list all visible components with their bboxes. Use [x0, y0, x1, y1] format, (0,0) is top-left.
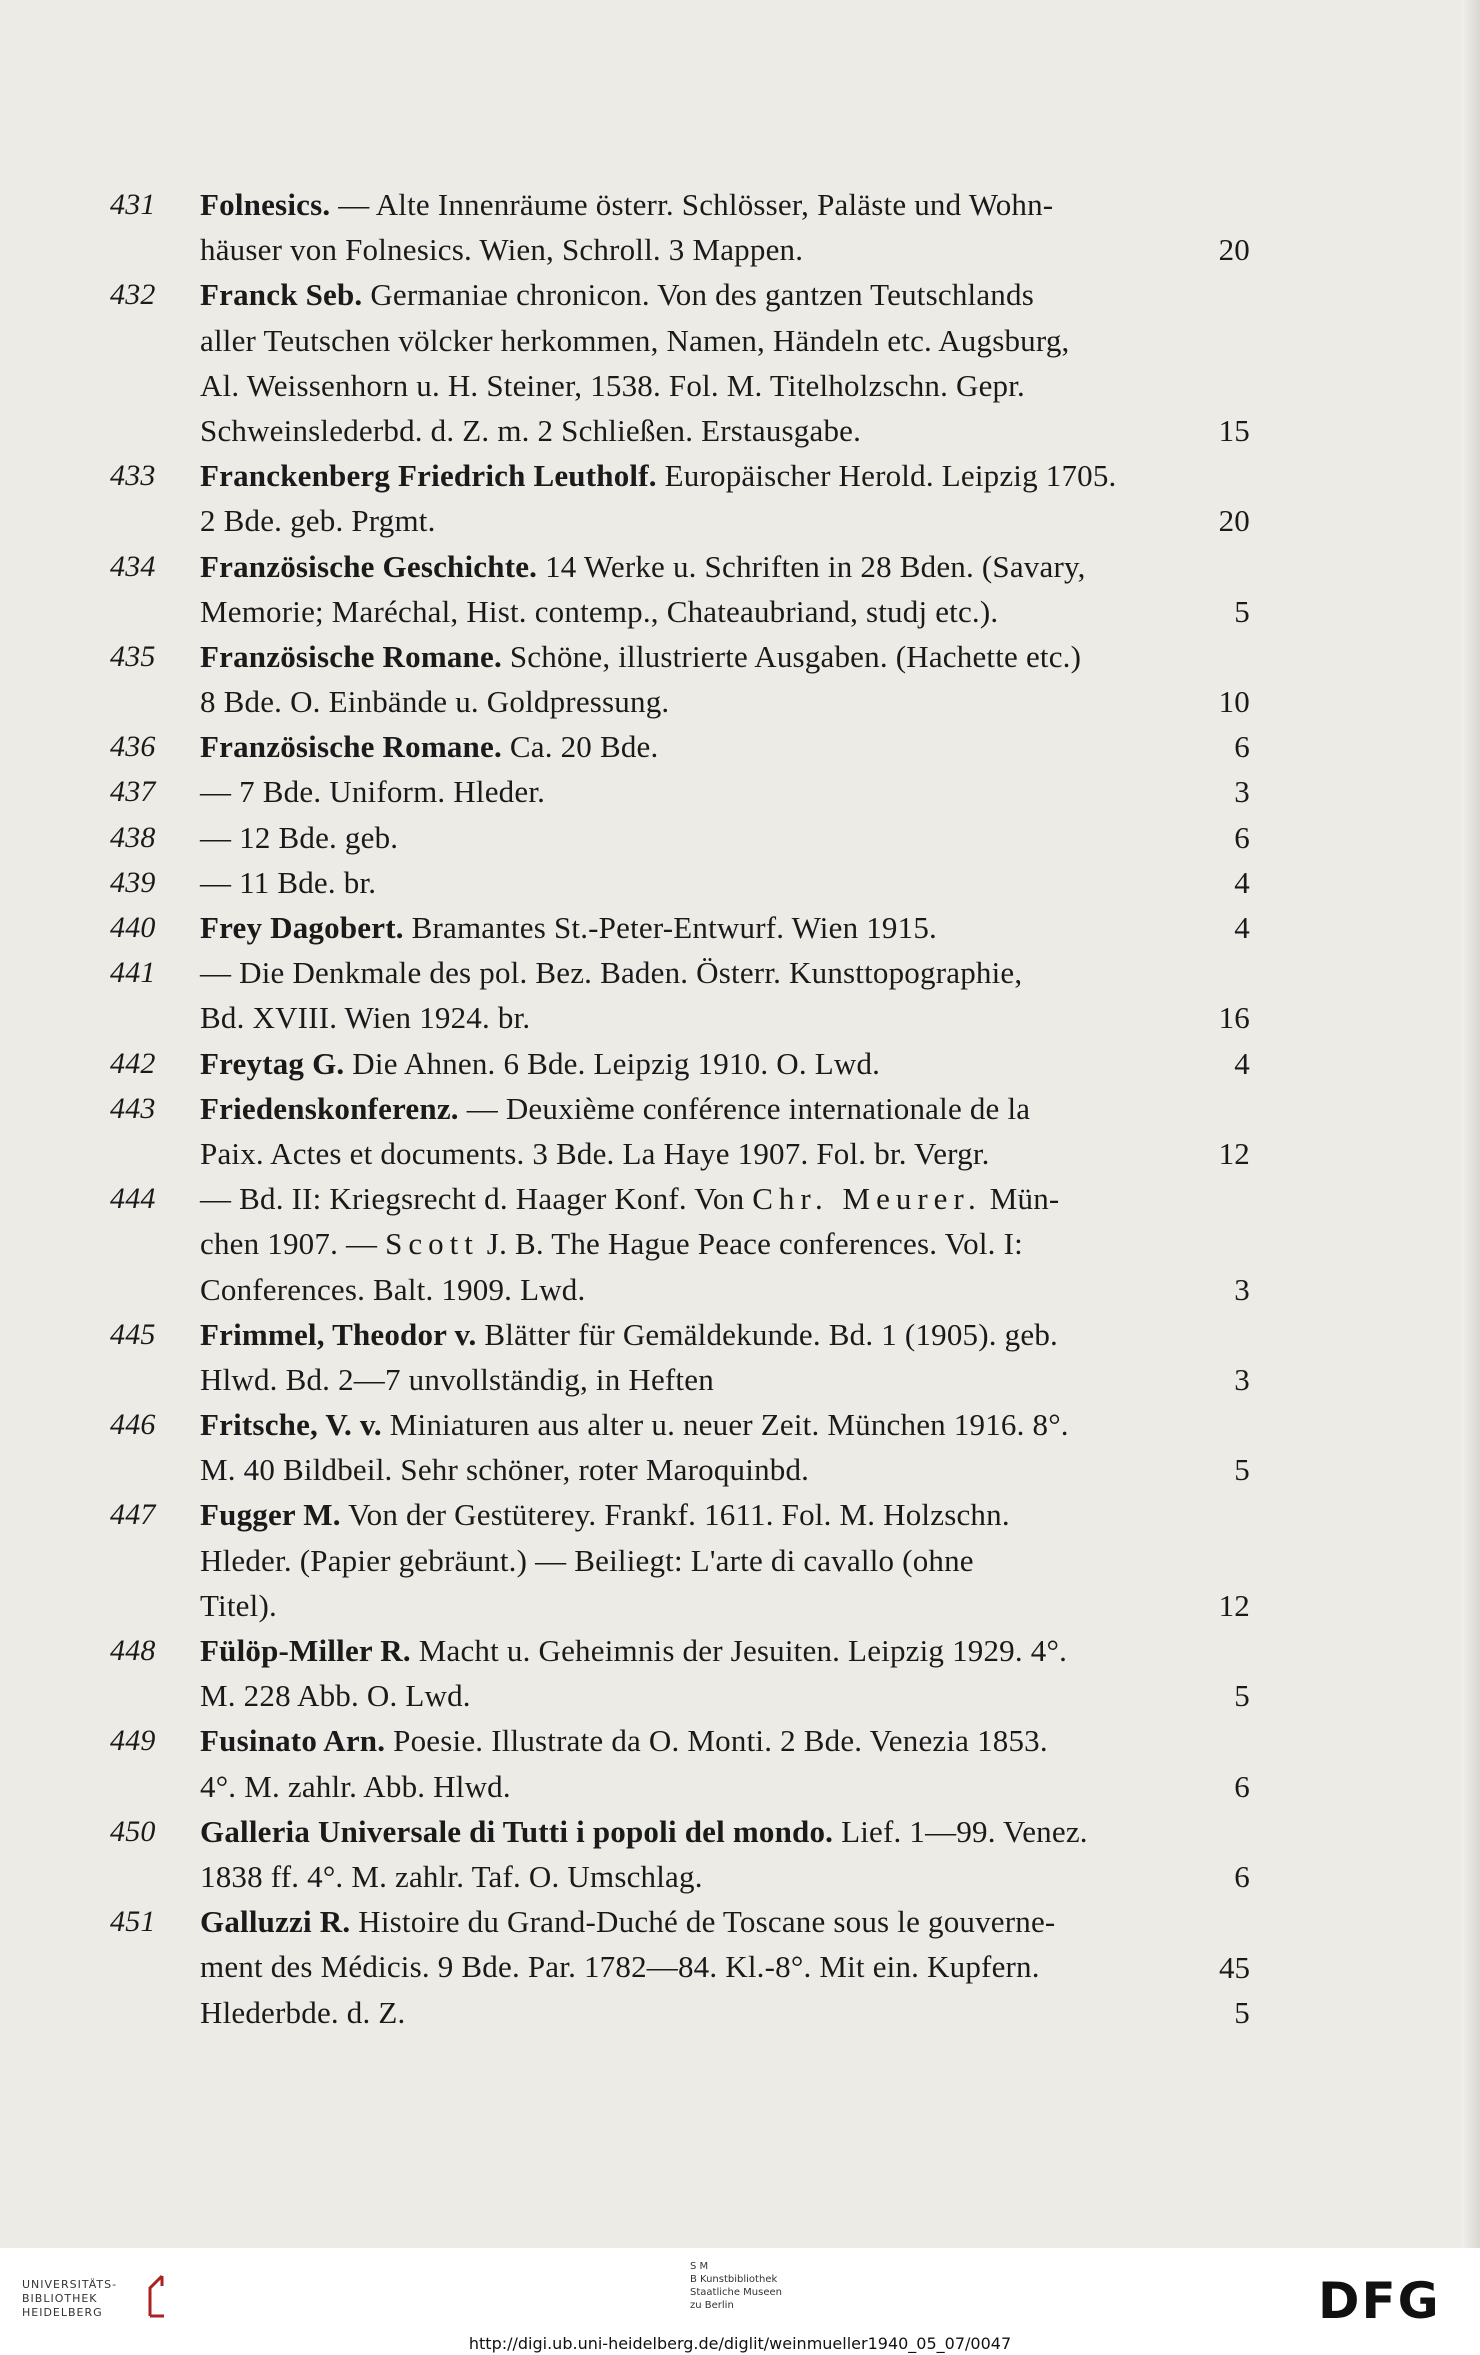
- lot-number: 433: [110, 459, 156, 493]
- catalog-entry: [110, 453, 1250, 543]
- catalog-entry: [110, 724, 1250, 769]
- entry-line: [110, 318, 1250, 363]
- entry-text: Macht u. Geheimnis der Jesuiten. Leipzig 1929. 4°.: [410, 1633, 1068, 1668]
- entry-line: [110, 1583, 1250, 1628]
- entry-line: [110, 544, 1250, 589]
- entry-line: [110, 634, 1250, 679]
- entry-text: — Alte Innenräume österr. Schlösser, Paläste und Wohn-: [330, 187, 1054, 222]
- entry-line: [110, 1357, 1250, 1402]
- page-number: 45: [1219, 1950, 1250, 1985]
- lot-number: 442: [110, 1046, 156, 1080]
- entry-line: [110, 1990, 1250, 2035]
- entry-line: [110, 860, 1250, 905]
- lot-price: 6: [1234, 729, 1250, 765]
- catalog-entry: [110, 634, 1250, 724]
- source-url[interactable]: http://digi.ub.uni-heidelberg.de/diglit/weinmueller1940_05_07/0047: [468, 2334, 1012, 2353]
- entry-line: [110, 1041, 1250, 1086]
- entry-line: [110, 769, 1250, 814]
- entry-line: [110, 182, 1250, 227]
- lot-price: 3: [1234, 1271, 1250, 1307]
- entry-text: Scott: [385, 1226, 479, 1262]
- lot-price: 4: [1234, 910, 1250, 945]
- lot-price: 3: [1234, 1361, 1250, 1397]
- entry-heading: Friedenskonferenz.: [200, 1090, 459, 1126]
- catalog-entry: [110, 1628, 1250, 1718]
- entry-text: Blätter für Gemäldekunde. Bd. 1 (1905). geb.: [476, 1316, 1058, 1352]
- entry-text: Hleder. (Papier gebräunt.) — Beiliegt: L'arte di cavallo (ohne: [200, 1542, 974, 1578]
- entry-text: Ca. 20 Bde.: [501, 729, 659, 765]
- entry-text: 8 Bde. O. Einbände u. Goldpressung.: [200, 684, 670, 720]
- lot-number: 439: [110, 865, 156, 899]
- entry-line: [110, 1809, 1250, 1854]
- lot-number: 441: [110, 956, 156, 990]
- lot-number: 435: [110, 639, 156, 673]
- entry-text: Histoire du Grand-Duché de Toscane sous le gouverne-: [350, 1904, 1056, 1940]
- entry-text: Hlwd. Bd. 2—7 unvollständig, in Heften: [200, 1361, 714, 1397]
- entry-text: M. 40 Bildbeil. Sehr schöner, roter Maroquinbd.: [200, 1452, 810, 1488]
- entry-line: [110, 815, 1250, 860]
- entry-text: — 11 Bde. br.: [200, 864, 377, 900]
- lot-number: 432: [110, 278, 156, 312]
- university-line-2: BIBLIOTHEK: [22, 2292, 98, 2305]
- entry-heading: Galluzzi R.: [200, 1904, 351, 1940]
- entry-text: Titel).: [200, 1587, 277, 1623]
- catalog-entry: [110, 272, 1250, 453]
- catalog-entry: [110, 1086, 1250, 1176]
- credit-line-3: Staatliche Museen: [690, 2287, 782, 2298]
- lot-number: 449: [110, 1724, 156, 1758]
- entry-line: [110, 1854, 1250, 1899]
- entry-text: ment des Médicis. 9 Bde. Par. 1782—84. Kl.-8°. Mit ein. Kupfern.: [200, 1949, 1040, 1985]
- entry-line: [110, 1447, 1250, 1492]
- entry-text: Chr. Meurer.: [752, 1181, 982, 1217]
- entry-text: Die Ahnen. 6 Bde. Leipzig 1910. O. Lwd.: [344, 1045, 881, 1081]
- museum-credit: [690, 2260, 782, 2312]
- entry-text: 2 Bde. geb. Prgmt.: [200, 503, 436, 539]
- entry-text: — Deuxième conférence internationale de la: [458, 1090, 1031, 1126]
- entry-line: [110, 724, 1250, 769]
- entry-line: [110, 1267, 1250, 1312]
- entry-heading: Frey Dagobert.: [200, 910, 404, 945]
- catalog-entry: [110, 950, 1250, 1040]
- catalog-entry: [110, 1176, 1250, 1312]
- lot-price: 16: [1218, 1000, 1250, 1036]
- heidelberg-logo-icon: [140, 2272, 170, 2320]
- entry-line: [110, 498, 1250, 543]
- entry-line: [110, 1628, 1250, 1673]
- lot-price: 6: [1234, 1858, 1250, 1894]
- entry-text: — 12 Bde. geb.: [200, 819, 399, 855]
- university-library-label: [22, 2278, 117, 2320]
- lot-number: 451: [110, 1905, 156, 1939]
- entry-line: [110, 1176, 1250, 1221]
- entry-line: [110, 408, 1250, 453]
- lot-number: 440: [110, 911, 156, 944]
- entry-line: [110, 679, 1250, 724]
- lot-price: 12: [1218, 1587, 1250, 1623]
- lot-price: 12: [1218, 1135, 1250, 1171]
- credit-line-4: zu Berlin: [690, 2300, 734, 2311]
- lot-price: 5: [1234, 1678, 1250, 1714]
- entry-text: 4°. M. zahlr. Abb. Hlwd.: [200, 1768, 511, 1804]
- entry-line: [110, 227, 1250, 272]
- lot-number: 436: [110, 730, 156, 764]
- entry-heading: Freytag G.: [200, 1045, 345, 1081]
- lot-number: 445: [110, 1317, 156, 1351]
- credit-line-1: S M: [690, 2261, 709, 2272]
- entry-heading: Fugger M.: [200, 1497, 341, 1533]
- lot-price: 4: [1234, 1045, 1250, 1081]
- entry-line: [110, 1899, 1250, 1944]
- entry-text: Miniaturen aus alter u. neuer Zeit. München 1916. 8°.: [381, 1407, 1069, 1443]
- entry-heading: Französische Romane.: [200, 638, 502, 674]
- entry-line: [110, 905, 1250, 950]
- entry-text: — 7 Bde. Uniform. Hleder.: [200, 774, 546, 810]
- entry-text: — Die Denkmale des pol. Bez. Baden. Österr. Kunsttopographie,: [200, 955, 1023, 991]
- entry-line: [110, 1492, 1250, 1537]
- entry-text: Hlederbde. d. Z.: [200, 1994, 406, 2030]
- dfg-logo-icon: [1318, 2274, 1458, 2324]
- lot-number: 437: [110, 775, 156, 809]
- entry-text: Schöne, illustrierte Ausgaben. (Hachette etc.): [501, 638, 1082, 674]
- catalog-entry: [110, 1809, 1250, 1899]
- entry-line: [110, 1402, 1250, 1447]
- entry-line: [110, 453, 1250, 498]
- lot-number: 450: [110, 1814, 156, 1848]
- credit-line-2: B Kunstbibliothek: [690, 2274, 778, 2285]
- entry-line: [110, 1944, 1250, 1989]
- entry-line: [110, 1538, 1250, 1583]
- lot-price: 6: [1234, 819, 1250, 855]
- catalog-entry: [110, 860, 1250, 905]
- lot-price: 5: [1234, 1994, 1250, 2030]
- entry-text: — Bd. II: Kriegsrecht d. Haager Konf. Von: [200, 1181, 753, 1217]
- university-line-1: UNIVERSITÄTS-: [22, 2278, 118, 2291]
- entry-heading: Galleria Universale di Tutti i popoli del mondo.: [200, 1813, 834, 1849]
- lot-number: 431: [110, 188, 156, 221]
- entry-text: Bd. XVIII. Wien 1924. br.: [200, 1000, 531, 1036]
- entry-line: [110, 272, 1250, 317]
- dfg-logo-text: DFG: [1318, 2274, 1441, 2324]
- page-edge-shadow: [1462, 0, 1480, 2248]
- entry-text: Von der Gestüterey. Frankf. 1611. Fol. M. Holzschn.: [340, 1497, 1010, 1533]
- entry-heading: Franckenberg Friedrich Leutholf.: [200, 458, 657, 494]
- entry-text: J. B. The Hague Peace conferences. Vol. I:: [478, 1226, 1023, 1262]
- entry-text: Germaniae chronicon. Von des gantzen Teutschlands: [362, 277, 1034, 313]
- lot-number: 448: [110, 1634, 156, 1667]
- catalog-entry: [110, 815, 1250, 860]
- lot-price: 20: [1218, 503, 1250, 539]
- lot-price: 10: [1218, 684, 1250, 720]
- catalog-entry: [110, 1402, 1250, 1492]
- entry-line: [110, 950, 1250, 995]
- lot-number: 438: [110, 820, 156, 854]
- entry-line: [110, 995, 1250, 1040]
- lot-price: 3: [1234, 774, 1250, 810]
- catalog-entry: [110, 1312, 1250, 1402]
- catalog-entries: [110, 182, 1250, 2035]
- catalog-entry: [110, 1492, 1250, 1628]
- entry-heading: Französische Romane.: [200, 729, 502, 765]
- catalog-entry: [110, 182, 1250, 272]
- lot-price: 15: [1218, 412, 1250, 448]
- lot-price: 5: [1234, 1452, 1250, 1488]
- entry-heading: Französische Geschichte.: [200, 548, 538, 584]
- lot-price: 5: [1234, 593, 1250, 629]
- lot-number: 444: [110, 1182, 156, 1216]
- lot-number: 434: [110, 549, 156, 583]
- entry-heading: Fusinato Arn.: [200, 1723, 386, 1759]
- entry-text: Europäischer Herold. Leipzig 1705.: [656, 458, 1117, 494]
- entry-text: Mün-: [981, 1181, 1060, 1217]
- entry-line: [110, 1312, 1250, 1357]
- footer: [0, 2248, 1480, 2355]
- entry-line: [110, 1086, 1250, 1131]
- entry-text: Schweinslederbd. d. Z. m. 2 Schließen. Erstausgabe.: [200, 412, 862, 448]
- entry-text: Paix. Actes et documents. 3 Bde. La Haye 1907. Fol. br. Vergr.: [200, 1135, 990, 1171]
- entry-text: Lief. 1—99. Venez.: [833, 1813, 1088, 1849]
- entry-line: [110, 1131, 1250, 1176]
- entry-text: M. 228 Abb. O. Lwd.: [200, 1678, 471, 1714]
- entry-text: aller Teutschen völcker herkommen, Namen, Händeln etc. Augsburg,: [200, 322, 1070, 358]
- catalog-entry: [110, 544, 1250, 634]
- entry-line: [110, 1673, 1250, 1718]
- entry-text: 1838 ff. 4°. M. zahlr. Taf. O. Umschlag.: [200, 1858, 703, 1894]
- entry-line: [110, 1718, 1250, 1763]
- catalog-entry: [110, 769, 1250, 814]
- lot-number: 443: [110, 1091, 156, 1125]
- lot-number: 447: [110, 1498, 156, 1532]
- entry-text: Memorie; Maréchal, Hist. contemp., Chateaubriand, studj etc.).: [200, 593, 999, 629]
- entry-heading: Frimmel, Theodor v.: [200, 1316, 477, 1352]
- entry-heading: Folnesics.: [200, 187, 331, 222]
- catalog-entry: [110, 905, 1250, 950]
- catalog-entry: [110, 1718, 1250, 1808]
- lot-price: 6: [1234, 1768, 1250, 1804]
- catalog-entry: [110, 1041, 1250, 1086]
- entry-line: [110, 589, 1250, 634]
- entry-line: [110, 1221, 1250, 1266]
- entry-heading: Franck Seb.: [200, 277, 363, 313]
- entry-line: [110, 363, 1250, 408]
- lot-price: 20: [1218, 232, 1250, 268]
- entry-line: [110, 1764, 1250, 1809]
- lot-price: 4: [1234, 864, 1250, 900]
- entry-heading: Fülöp-Miller R.: [200, 1633, 411, 1668]
- entry-text: chen 1907. —: [200, 1226, 386, 1262]
- entry-text: häuser von Folnesics. Wien, Schroll. 3 Mappen.: [200, 232, 804, 268]
- catalog-entry: [110, 1899, 1250, 2035]
- entry-text: Poesie. Illustrate da O. Monti. 2 Bde. Venezia 1853.: [385, 1723, 1048, 1759]
- entry-heading: Fritsche, V. v.: [200, 1407, 382, 1443]
- entry-text: Conferences. Balt. 1909. Lwd.: [200, 1271, 586, 1307]
- entry-text: Bramantes St.-Peter-Entwurf. Wien 1915.: [403, 910, 937, 945]
- entry-text: 14 Werke u. Schriften in 28 Bden. (Savary,: [537, 548, 1086, 584]
- lot-number: 446: [110, 1408, 156, 1442]
- university-line-3: HEIDELBERG: [22, 2306, 103, 2319]
- entry-text: Al. Weissenhorn u. H. Steiner, 1538. Fol. M. Titelholzschn. Gepr.: [200, 367, 1026, 403]
